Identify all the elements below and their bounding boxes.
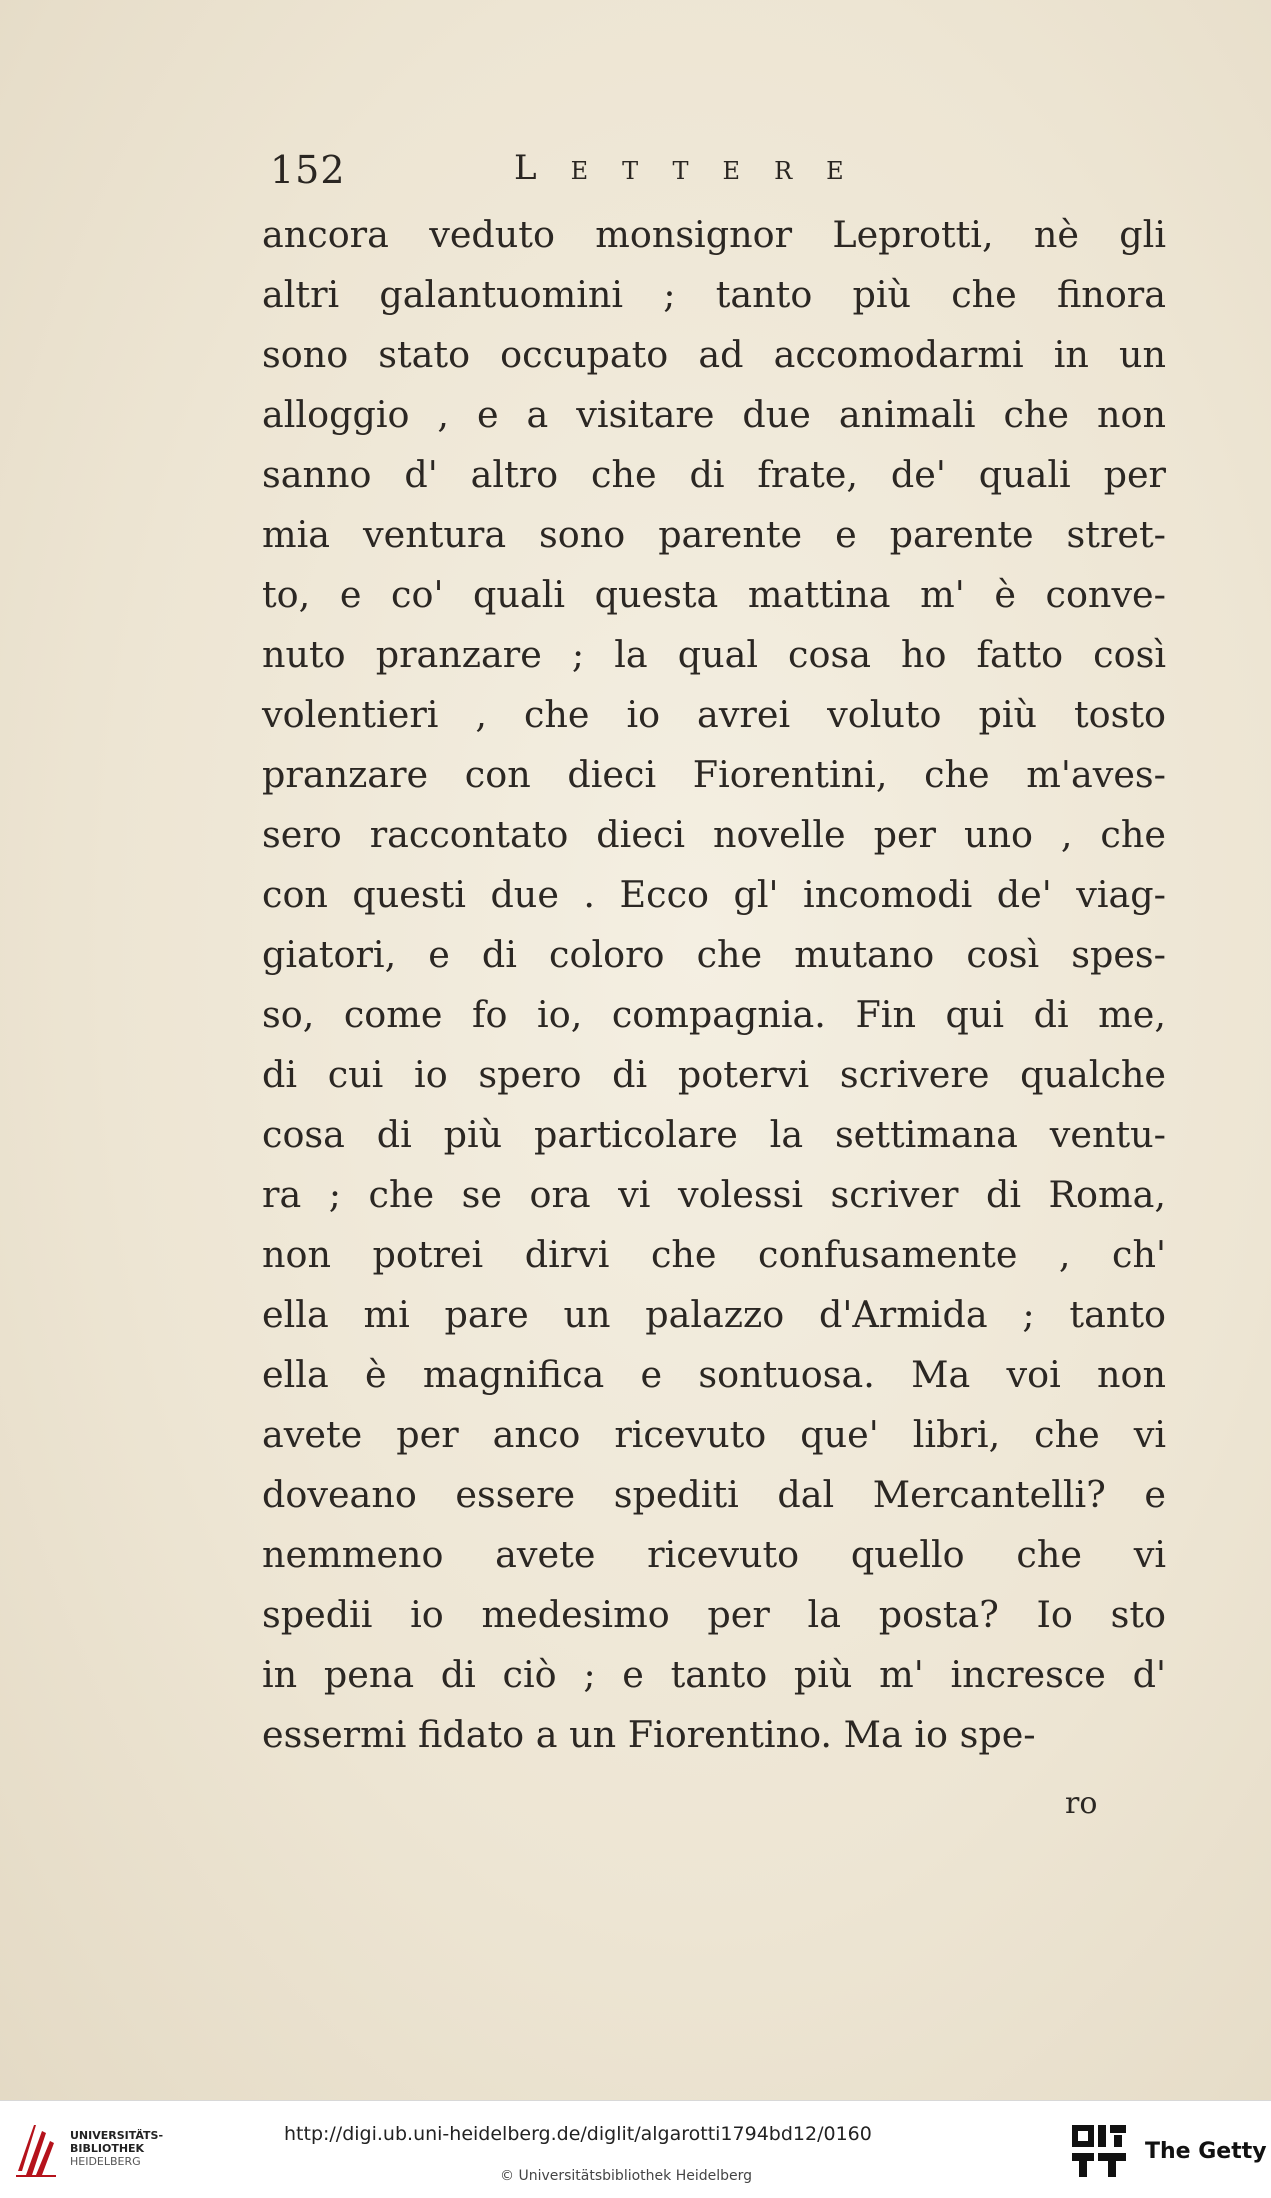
getty-logo-icon[interactable] — [1070, 2123, 1130, 2181]
text-line: so, come fo io, compagnia. Fin qui di me, — [262, 993, 1166, 1036]
text-line: cosa di più particolare la settimana ventu- — [262, 1113, 1166, 1156]
text-line: ancora veduto monsignor Leprotti, nè gli — [262, 213, 1166, 256]
text-line: altri galantuomini ; tanto più che finora — [262, 273, 1166, 316]
running-title: Lettere — [514, 148, 878, 188]
text-line: pranzare con dieci Fiorentini, che m'aves- — [262, 753, 1166, 796]
text-line: ella è magnifica e sontuosa. Ma voi non — [262, 1353, 1166, 1396]
permalink[interactable]: http://digi.ub.uni-heidelberg.de/diglit/algarotti1794bd12/0160 — [284, 2123, 872, 2145]
copyright-notice: © Universitätsbibliothek Heidelberg — [500, 2168, 753, 2184]
library-logo-icon — [12, 2119, 60, 2179]
text-line: volentieri , che io avrei voluto più tosto — [262, 693, 1166, 736]
text-line: avete per anco ricevuto que' libri, che vi — [262, 1413, 1166, 1456]
catchword: ro — [1065, 1786, 1098, 1821]
viewer-footer — [0, 2100, 1271, 2198]
library-logo-line: HEIDELBERG — [70, 2155, 141, 2168]
text-line: con questi due . Ecco gl' incomodi de' viag- — [262, 873, 1166, 916]
text-line: sanno d' altro che di frate, de' quali per — [262, 453, 1166, 496]
text-line: di cui io spero di potervi scrivere qualche — [262, 1053, 1166, 1096]
page-number: 152 — [270, 148, 346, 192]
text-line: spedii io medesimo per la posta? Io sto — [262, 1593, 1166, 1636]
body-text — [262, 205, 1166, 1765]
text-line: in pena di ciò ; e tanto più m' increscе d' — [262, 1653, 1166, 1696]
text-line: nuto pranzare ; la qual cosa ho fatto così — [262, 633, 1166, 676]
text-line: mia ventura sono parente e parente stret- — [262, 513, 1166, 556]
partner-name: The Getty — [1145, 2139, 1267, 2164]
text-line: ella mi pare un palazzo d'Armida ; tanto — [262, 1293, 1166, 1336]
text-line: to, e co' quali questa mattina m' è conve- — [262, 573, 1166, 616]
text-line: giatori, e di coloro che mutano così spes- — [262, 933, 1166, 976]
text-line: ra ; che se ora vi volessi scriver di Roma, — [262, 1173, 1166, 1216]
text-line: doveano essere spediti dal Mercantelli? e — [262, 1473, 1166, 1516]
library-logo-line: UNIVERSITÄTS- — [70, 2129, 164, 2142]
text-line: sono stato occupato ad accomodarmi in un — [262, 333, 1166, 376]
page-header — [270, 148, 1170, 198]
library-logo-line: BIBLIOTHEK — [70, 2142, 145, 2155]
text-line: sero raccontato dieci novelle per uno , che — [262, 813, 1166, 856]
text-line: essermi fidato a un Fiorentino. Ma io spe- — [262, 1713, 1036, 1756]
text-line: non potrei dirvi che confusamente , ch' — [262, 1233, 1166, 1276]
library-logo-text — [70, 2129, 180, 2168]
text-line: alloggio , e a visitare due animali che non — [262, 393, 1166, 436]
text-line: nemmeno avete ricevuto quello che vi — [262, 1533, 1166, 1576]
library-logo[interactable] — [12, 2119, 162, 2179]
